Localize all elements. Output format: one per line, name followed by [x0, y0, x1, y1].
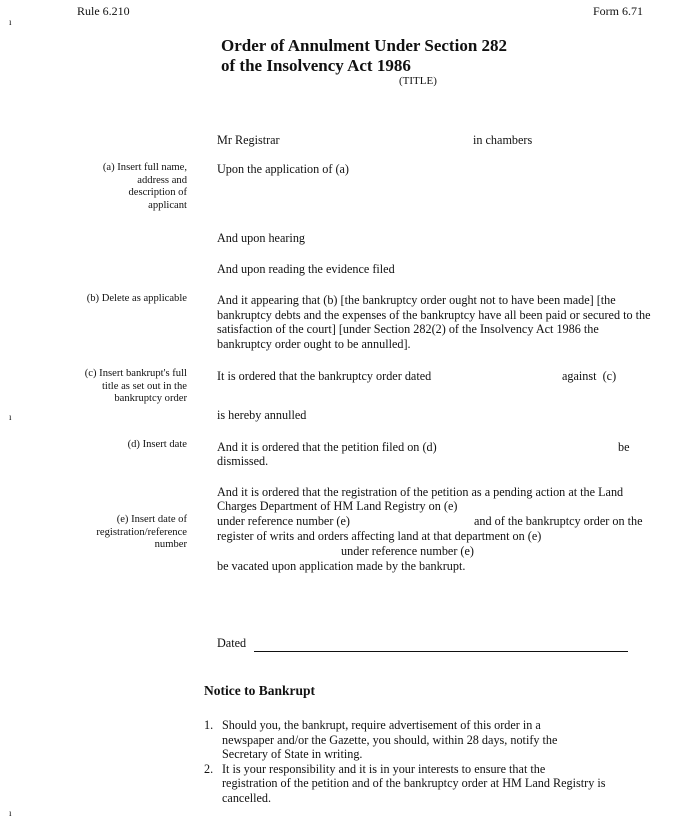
margin-note-line: registration/reference — [96, 526, 187, 538]
reading-clause: And upon reading the evidence filed — [217, 262, 395, 276]
notice-line: It is your responsibility and it is in your interests to ensure that the — [222, 761, 546, 776]
hearing-clause: And upon hearing — [217, 231, 306, 245]
notice-line: cancelled. — [222, 790, 272, 805]
margin-note-line: description of — [128, 187, 187, 198]
scan-mark: ı — [9, 412, 12, 422]
registration-line-6: be vacated upon application made by the bankrupt. — [217, 559, 466, 573]
clause-line: And it appearing that (b) [the bankruptcy order ought not to have been made] [the — [217, 293, 616, 307]
notice-item — [204, 718, 694, 762]
dated-label: Dated — [217, 636, 247, 650]
margin-note-line: (c) Insert bankrupt's full — [84, 368, 187, 379]
notice-list — [204, 718, 694, 805]
clause-line: satisfaction of the court] [under Section 282(2) of the Insolvency Act 1986 the — [217, 322, 599, 336]
margin-note-a — [12, 162, 187, 212]
notice-line: newspaper and/or the Gazette, you should, within 28 days, notify the — [222, 732, 558, 747]
scan-mark: ı — [9, 17, 12, 27]
petition-clause: And it is ordered that the petition filed on (d) — [217, 440, 437, 454]
annulled-clause: is hereby annulled — [217, 408, 307, 422]
notice-heading: Notice to Bankrupt — [204, 683, 315, 698]
margin-note-line: number — [154, 539, 187, 550]
margin-note-line: bankruptcy order — [114, 393, 187, 404]
registrar-label: Mr Registrar — [217, 133, 280, 147]
margin-note-line: (a) Insert full name, — [102, 162, 187, 173]
notice-line: Should you, the bankrupt, require advertisement of this order in a — [222, 718, 541, 732]
application-clause: Upon the application of (a) — [217, 162, 349, 176]
margin-note-e — [12, 514, 187, 552]
rule-number: Rule 6.210 — [77, 4, 130, 18]
form-number: Form 6.71 — [593, 4, 644, 18]
notice-line: Secretary of State in writing. — [222, 747, 363, 761]
registration-line-2: Charges Department of HM Land Registry on (e) — [217, 499, 458, 513]
margin-note-line: (b) Delete as applicable — [86, 293, 187, 304]
title-placeholder: (TITLE) — [399, 75, 437, 87]
margin-note-line: (e) Insert date of — [116, 514, 187, 525]
scan-mark: ı — [9, 808, 12, 818]
petition-dismissed: dismissed. — [217, 454, 269, 468]
registration-line-1: And it is ordered that the registration of the petition as a pending action at the Land — [217, 485, 624, 499]
document-title — [221, 36, 551, 76]
margin-note-line: address and — [137, 174, 187, 186]
clause-line: bankruptcy order ought to be annulled]. — [217, 336, 411, 351]
chambers-label: in chambers — [473, 133, 533, 147]
notice-item-number: 2. — [204, 761, 214, 776]
margin-note-line: (d) Insert date — [127, 439, 187, 450]
margin-note-c — [12, 368, 187, 406]
appearing-clause — [217, 293, 697, 351]
registration-line-3a: under reference number (e) — [217, 514, 350, 528]
margin-note-d — [12, 439, 187, 452]
petition-be: be — [618, 440, 630, 454]
ordered-dated-clause: It is ordered that the bankruptcy order dated — [217, 369, 432, 383]
signature-date-line — [254, 651, 628, 652]
notice-line: registration of the petition and of the bankruptcy order at HM Land Registry is — [222, 776, 606, 790]
registration-line-4: register of writs and orders affecting land at that department on (e) — [217, 529, 542, 543]
notice-item — [204, 762, 694, 806]
clause-line: bankruptcy debts and the expenses of the bankruptcy have all been paid or secured to the — [217, 307, 651, 322]
title-line-2: of the Insolvency Act 1986 — [221, 56, 411, 75]
margin-note-line: title as set out in the — [101, 380, 187, 392]
margin-note-line: applicant — [148, 199, 187, 211]
title-line-1: Order of Annulment Under Section 282 — [221, 36, 508, 55]
notice-item-number: 1. — [204, 718, 214, 732]
margin-note-b — [12, 293, 187, 306]
registration-line-3b: and of the bankruptcy order on the — [474, 514, 643, 528]
against-label: against (c) — [562, 369, 617, 383]
registration-line-5: under reference number (e) — [341, 544, 474, 558]
